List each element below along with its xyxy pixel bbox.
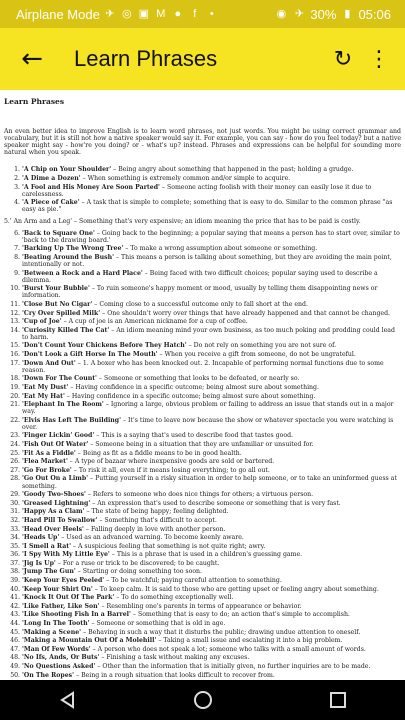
battery-icon: ▮ <box>344 8 351 20</box>
phrase-term: 'Head Over Heels' <box>22 525 84 533</box>
phrase-term: 'Elephant In The Room' <box>22 401 104 409</box>
phrase-definition: – The state of being happy; feeling delighted. <box>84 508 229 516</box>
phrase-definition: – To make a wrong assumption about someone or something. <box>123 245 318 253</box>
nav-home-button[interactable] <box>183 680 223 720</box>
phrase-term: 'On The Ropes' <box>22 671 75 679</box>
phrase-definition: – Having confidence in a specific outcome; being almost sure about something. <box>64 392 316 400</box>
phrase-item <box>22 603 401 610</box>
phrase-item <box>22 568 401 575</box>
phrase-term: 'Happy As a Clam' <box>22 508 85 516</box>
phrase-definition: – Other than the information that is initially given, no further inquiries are to be made. <box>95 663 371 670</box>
phrase-definition: – It's time to leave now because the show or whatever spectacle you were watching is over. <box>22 416 394 431</box>
phrase-definition: – 1. A boxer who has been knocked out. 2. Incapable of performing normal functions due to some reason. <box>22 359 384 374</box>
phrase-definition: – A type of bazaar where inexpensive goods are sold or bartered. <box>67 458 275 466</box>
overflow-menu-button[interactable] <box>361 39 397 79</box>
phrase-term: 'Barking Up The Wrong Tree' <box>22 245 124 253</box>
phrase-definition: – Taking a small issue and escalating it into a big problem. <box>156 637 343 645</box>
status-bar <box>0 0 405 28</box>
phrase-definition: – To risk it all, even if it means losing everything; to go all out. <box>71 466 270 474</box>
phrase-term: 'Making a Scene' <box>22 628 82 636</box>
phrase-definition: – Used as an advanced warning. To become keenly aware. <box>59 534 244 542</box>
phrase-term: 'I Spy With My Little Eye' <box>22 551 110 559</box>
phrase-definition: – A suspicious feeling that something is not quite right; awry. <box>70 542 266 550</box>
phrase-item <box>22 526 401 533</box>
phrase-term: 'Heads Up' <box>22 534 60 542</box>
phrase-term: 'Keep Your Shirt On' <box>22 585 93 593</box>
phrase-item <box>22 184 401 198</box>
phrase-item <box>22 543 401 550</box>
status-right <box>274 7 405 22</box>
phrase-item <box>22 500 401 507</box>
phrase-item <box>22 318 401 325</box>
phrase-term: 'Like Shooting Fish In a Barrel' <box>22 611 131 619</box>
airplane-icon: ✈ <box>105 8 115 20</box>
phrase-item <box>22 646 401 653</box>
phrase-list-2 <box>4 230 401 705</box>
phrase-item <box>22 285 401 299</box>
phrase-term: 'Curiosity Killed The Cat' <box>22 326 110 334</box>
phrase-item <box>22 199 401 213</box>
phrase-item <box>22 270 401 284</box>
phrase-item <box>22 534 401 541</box>
phrase-item <box>22 577 401 584</box>
phrase-term: 'A Dime a Dozen' <box>22 175 81 183</box>
square-recents-icon <box>329 691 347 709</box>
phrase-term: 'Go For Broke' <box>22 466 72 474</box>
phrase-item <box>22 611 401 618</box>
phrase-term: 'Keep Your Eyes Peeled' <box>22 577 105 585</box>
phrase-item-5: 5.' An Arm and a Leg' – Something that's very expensive; an idiom meaning the price that has to be paid is costly. <box>4 217 361 225</box>
phrase-item <box>22 450 401 457</box>
arrow-left-icon: ← <box>21 44 43 74</box>
battery-level: 30% <box>310 6 337 22</box>
phrase-definition: – A person who does not speak a lot; someone who talks with a small amount of words. <box>90 645 366 653</box>
phrase-term: 'I Smell a Rat' <box>22 542 71 550</box>
phrase-definition: – A task that is simple to complete; something that is easy to do. Similar to the common phrase "as easy as pie." <box>22 199 393 214</box>
more-vert-icon: ⋮ <box>368 46 390 72</box>
phrase-item <box>22 594 401 601</box>
facebook-icon: f <box>193 8 197 20</box>
phrase-definition: – Being faced with two difficult choices; popular saying used to describe a dilemma. <box>22 269 378 284</box>
phrase-definition: – Do not rely on something you are not sure of. <box>186 342 337 350</box>
phrase-term: 'Between a Rock and a Hard Place' <box>22 269 143 277</box>
phrase-definition: – One shouldn't worry over things that have already happened and that cannot be changed. <box>100 309 391 317</box>
phrase-definition: – This means a person is talking about something, but they are avoiding the main point, intentionally or not. <box>22 253 392 268</box>
eye-icon: ◉ <box>276 8 287 20</box>
phrase-definition: – Behaving in such a way that it disturbs the public; drawing undue attention to oneself. <box>81 628 361 636</box>
phrase-definition: – Someone or something that looks to be defeated, or nearly so. <box>96 375 300 383</box>
phrase-definition: – Something that's difficult to accept. <box>97 516 217 524</box>
phrase-term: 'Fish Out Of Water' <box>22 441 89 449</box>
phrase-term: 'Like Father, Like Son' <box>22 602 100 610</box>
phrase-definition: – Ignoring a large, obvious problem or failing to address an issue that stands out in a major way. <box>22 401 394 416</box>
phrase-definition: – To ruin someone's happy moment or mood, usually by telling them disappointing news or information. <box>22 285 378 300</box>
phrase-definition: – An expression that's used to describe someone or something that is very fast. <box>90 499 341 507</box>
phrase-item <box>22 441 401 448</box>
phrase-definition: – An idiom meaning mind your own business, as too much poking and prodding could lead to harm. <box>22 326 395 341</box>
phrase-term: 'Knock It Out Of The Park' <box>22 594 115 602</box>
phrase-definition: – This is a phrase that is used in a children's guessing game. <box>109 551 303 559</box>
phrase-item <box>22 401 401 415</box>
phrase-term: 'Down For The Count' <box>22 375 97 383</box>
airplane-status-icon: ✈ <box>294 8 305 20</box>
phrase-item <box>22 375 401 382</box>
phrase-definition: – Someone or something that is old in age. <box>89 620 226 628</box>
phrase-definition: – To do something exceptionally well. <box>114 594 234 602</box>
phrase-term: 'Don't Look a Gift Horse In The Mouth' <box>22 351 158 359</box>
phrase-item <box>22 629 401 636</box>
phrase-item <box>22 620 401 627</box>
phrase-definition: – Someone being in a situation that they are unfamiliar or unsuited for. <box>88 441 314 449</box>
phrase-term: 'Man Of Few Words' <box>22 645 91 653</box>
phrase-term: 'Beating Around the Bush' <box>22 253 114 261</box>
phrase-item <box>22 175 401 182</box>
phrase-term: 'No Ifs, Ands, Or Buts' <box>22 654 100 662</box>
phrase-item <box>22 310 401 317</box>
phrase-item <box>22 467 401 474</box>
phrase-definition: – To be watchful; paying careful attention to something. <box>104 577 282 585</box>
phrase-item <box>22 230 401 244</box>
phrase-term: 'Don't Count Your Chickens Before They Hatch' <box>22 342 187 350</box>
phrase-definition: – Going back to the beginning; a popular saying that means a person has to start over, similar to 'back to the drawing board.' <box>22 229 400 244</box>
phrase-item <box>22 342 401 349</box>
phrase-definition: – For a ruse or trick to be discovered; to be caught. <box>55 559 220 567</box>
photo-icon: ▣ <box>138 8 150 20</box>
back-button[interactable] <box>12 39 52 79</box>
phrase-item <box>22 663 401 670</box>
article-heading: Learn Phrases <box>4 97 65 106</box>
phrase-item <box>22 517 401 524</box>
phrase-definition: – When something is extremely common and/or simple to acquire. <box>80 175 291 183</box>
phrase-term: 'Jig Is Up' <box>22 559 56 567</box>
phrase-term: 'Fit As a Fiddle' <box>22 449 76 457</box>
phrase-term: 'Cry Over Spilled Milk' <box>22 309 101 317</box>
airplane-mode-label: Airplane Mode <box>16 6 100 22</box>
article-content[interactable] <box>0 90 405 680</box>
phrase-item <box>22 586 401 593</box>
phrase-term: 'Cup of Joe' <box>22 318 62 326</box>
phrase-item <box>22 551 401 558</box>
phrase-term: 'A Chip on Your Shoulder' <box>22 166 112 174</box>
phrase-definition: – Something that is easy to do; an action that's simple to accomplish. <box>130 611 350 619</box>
phrase-item <box>22 166 401 173</box>
phrase-definition: – This is a saying that's used to describe food that tastes good. <box>94 432 293 440</box>
phrase-term: 'Making a Mountain Out Of a Molehill' <box>22 637 157 645</box>
phrase-item <box>22 393 401 400</box>
phrase-item <box>22 508 401 515</box>
refresh-icon: ↻ <box>333 46 353 72</box>
page-title: Learn Phrases <box>74 46 218 71</box>
clock: 05:06 <box>358 6 391 22</box>
phrase-term: 'No Questions Asked' <box>22 663 96 670</box>
phrase-term: 'Burst Your Bubble' <box>22 285 90 293</box>
phrase-item <box>22 491 401 498</box>
circle-home-icon <box>193 690 213 710</box>
phrase-item <box>22 560 401 567</box>
phrase-term: 'Flea Market' <box>22 458 68 466</box>
phrase-definition: – Refers to someone who does nice things for others; a virtuous person. <box>85 491 314 499</box>
phrase-definition: – Being in a rough situation that looks difficult to recover from. <box>74 671 275 679</box>
phrase-term: 'Hard Pill To Swallow' <box>22 516 98 524</box>
phrase-definition: – Resembling one's parents in terms of appearance or behavior. <box>99 602 302 610</box>
phrase-definition: – Being angry about something that happened in the past; holding a grudge. <box>111 166 354 174</box>
phrase-list-1 <box>4 166 401 213</box>
phrase-item <box>22 458 401 465</box>
phrase-term: 'Eat My Hat' <box>22 392 65 400</box>
nav-back-button[interactable] <box>48 680 88 720</box>
phrase-item <box>22 245 401 252</box>
phrase-definition: – Coming close to a successful outcome only to fall short at the end. <box>92 300 308 308</box>
phrase-term: 'Down And Out' <box>22 359 76 367</box>
phrase-definition: – When you receive a gift from someone, do not be ungrateful. <box>157 351 356 359</box>
phrase-item <box>22 384 401 391</box>
phrase-term: 'Close But No Cigar' <box>22 300 93 308</box>
phrase-item <box>22 301 401 308</box>
phrase-item <box>22 432 401 439</box>
phrase-term: 'Greased Lightning' <box>22 499 91 507</box>
phrase-item <box>22 254 401 268</box>
phrase-definition: – Having confidence in a specific outcome; being almost sure about something. <box>68 383 319 391</box>
phrase-term: 'Eat My Dust' <box>22 383 69 391</box>
phrase-definition: – Putting yourself in a risky situation in order to help someone, or to take an uninformed guess at something. <box>22 475 397 490</box>
phrase-definition: – Being as fit as a fiddle means to be in good health. <box>75 449 242 457</box>
phrase-definition: – A cup of joe is an American nickname for a cup of coffee. <box>61 318 248 326</box>
navigation-bar <box>0 680 405 720</box>
phrase-item <box>22 351 401 358</box>
phrase-term: 'Back to Square One' <box>22 229 95 237</box>
phrase-definition: – Finishing a task without making any excuses. <box>99 654 250 662</box>
article-intro: An even better idea to improve English is to learn word phrases, not just words. You might be using correct grammar and vocabulary, but it is still not how a native speaker would say it. For example, you can say - how do you feel today? but a native speaker might say - how're you doing? or - what's up? instead. Phrases and expressions can be helpful for sounding more natural when you speak. <box>4 128 401 157</box>
phrase-term: 'A Piece of Cake' <box>22 199 80 207</box>
phrase-term: 'Elvis Has Left The Building' <box>22 416 122 424</box>
phrase-definition: – Someone acting foolish with their money can easily lose it due to carelessness. <box>22 183 372 198</box>
phrase-term: 'Jump The Gun' <box>22 568 76 576</box>
phrase-item <box>22 327 401 341</box>
triangle-back-icon <box>59 691 77 709</box>
nav-recents-button[interactable] <box>318 680 358 720</box>
app-bar <box>0 28 405 90</box>
more-notifications-icon: • <box>209 8 214 20</box>
refresh-button[interactable] <box>325 39 361 79</box>
phrase-term: 'Goody Two-Shoes' <box>22 491 86 499</box>
mail-icon: M <box>156 8 166 20</box>
whatsapp-icon: ◎ <box>122 8 132 20</box>
phrase-term: 'A Fool and His Money Are Soon Parted' <box>22 183 160 191</box>
phrase-item <box>22 654 401 661</box>
phrase-definition: – To keep calm. It is said to those who are getting upset or feeling angry about something. <box>92 585 379 593</box>
phrase-item <box>22 637 401 644</box>
phrase-definition: – Falling deeply in love with another person. <box>83 525 226 533</box>
phrase-item <box>22 475 401 489</box>
phrase-term: 'Go Out On a Limb' <box>22 475 89 483</box>
phrase-term: 'Long In The Tooth' <box>22 620 90 628</box>
message-icon: ● <box>174 8 182 20</box>
phrase-item <box>22 672 401 679</box>
phrase-item <box>22 417 401 431</box>
phrase-definition: – Starting or doing something too soon. <box>75 568 202 576</box>
phrase-term: 'Finger Lickin' Good' <box>22 432 95 440</box>
status-left <box>0 7 219 22</box>
phrase-item <box>22 360 401 374</box>
